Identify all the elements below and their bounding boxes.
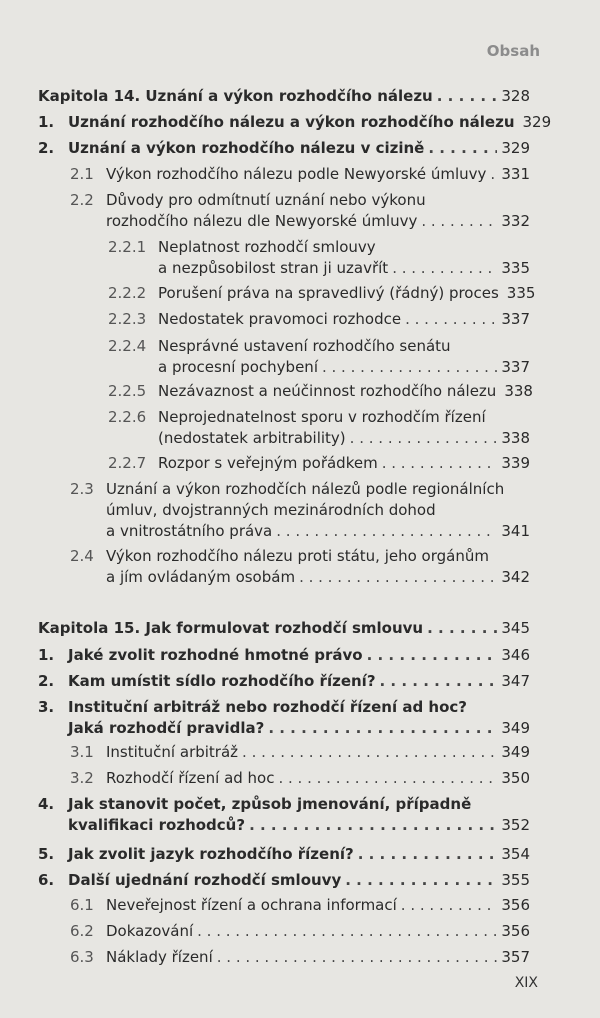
toc-entry-title-line: Instituční arbitráž [106, 743, 239, 761]
toc-entry-title-line: a jím ovládaným osobám [106, 568, 296, 586]
toc-entry-page: 350 [501, 769, 530, 787]
toc-entry-page: 355 [501, 871, 530, 889]
toc-entry-number: 2.2.5 [108, 382, 147, 400]
toc-entry-page: 342 [501, 568, 530, 586]
toc-entry-title-line: Kapitola 14. Uznání a výkon rozhodčího nálezu [38, 87, 433, 105]
dot-leader [437, 86, 498, 107]
toc-entry-title [68, 138, 530, 159]
toc-entry-title-line: Výkon rozhodčího nálezu podle Newyorské úmluvy [106, 165, 487, 183]
toc-entry-title [38, 86, 530, 107]
toc-entry-number: 2.4 [70, 547, 94, 565]
toc-entry-page: 331 [501, 165, 530, 183]
toc-entry-page: 349 [501, 743, 530, 761]
toc-entry-number: 2.3 [70, 480, 94, 498]
toc-entry-title [106, 895, 530, 916]
dot-leader [322, 357, 497, 378]
toc-entry-title-line: Porušení práva na spravedlivý (řádný) proces [158, 284, 499, 302]
dot-leader [367, 645, 498, 666]
toc-entry-number: 2. [38, 672, 55, 690]
toc-entry-number: 1. [38, 113, 55, 131]
toc-entry-title-line: rozhodčího nálezu dle Newyorské úmluvy [106, 212, 418, 230]
toc-entry-title [106, 546, 530, 588]
toc-entry-title [68, 671, 530, 692]
toc-entry-title-line: a procesní pochybení [158, 358, 318, 376]
toc-entry-title-line: Instituční arbitráž nebo rozhodčí řízení ad hoc? [68, 698, 467, 716]
toc-entry-page: 332 [501, 212, 530, 230]
toc-entry-title [158, 309, 530, 330]
toc-entry-title [106, 921, 530, 942]
toc-entry-page: 345 [501, 619, 530, 637]
dot-leader [242, 742, 497, 763]
toc-entry-title [68, 645, 530, 666]
dot-leader [382, 453, 498, 474]
toc-entry-title [158, 407, 530, 449]
toc-entry-page: 347 [501, 672, 530, 690]
toc-entry-title-line: a vnitrostátního práva [106, 522, 273, 540]
toc-entry-title-line: Uznání a výkon rozhodčího nálezu v cizině [68, 139, 425, 157]
toc-entry-title-line: Výkon rozhodčího nálezu proti státu, jeho orgánům [106, 547, 489, 565]
dot-leader [249, 815, 497, 836]
dot-leader [428, 138, 497, 159]
toc-entry-number: 2.1 [70, 165, 94, 183]
toc-entry-number: 3.2 [70, 769, 94, 787]
toc-entry-number: 6. [38, 871, 55, 889]
dot-leader [392, 258, 497, 279]
toc-entry-number: 6.1 [70, 896, 94, 914]
toc-entry-title [106, 190, 530, 232]
dot-leader [421, 211, 497, 232]
dot-leader [405, 309, 497, 330]
toc-entry-number: 4. [38, 795, 55, 813]
dot-leader [276, 521, 497, 542]
toc-entry-title-line: Jak stanovit počet, způsob jmenování, případně [68, 795, 472, 813]
toc-entry-title [68, 870, 530, 891]
toc-entry-page: 354 [501, 845, 530, 863]
toc-entry-page: 349 [501, 719, 530, 737]
toc-entry-title [106, 164, 530, 185]
toc-entry-number: 2.2.3 [108, 310, 147, 328]
toc-entry-title-line: Rozhodčí řízení ad hoc [106, 769, 275, 787]
toc-entry-number: 2.2.2 [108, 284, 147, 302]
toc-entry-title [106, 768, 530, 789]
toc-entry-page: 346 [501, 646, 530, 664]
toc-entry-title [158, 453, 530, 474]
toc-entry-title [158, 237, 530, 279]
toc-entry-title [68, 112, 552, 133]
toc-entry-title [68, 697, 530, 739]
dot-leader [268, 718, 497, 739]
toc-entry-title [106, 947, 530, 968]
dot-leader [358, 844, 498, 865]
dot-leader [427, 618, 497, 639]
toc-entry-title-line: Neplatnost rozhodčí smlouvy [158, 238, 376, 256]
toc-entry-title-line: a nezpůsobilost stran ji uzavřít [158, 259, 389, 277]
toc-entry-page: 329 [522, 113, 552, 131]
toc-entry-page: 338 [504, 382, 533, 400]
running-header: Obsah [486, 42, 540, 60]
toc-entry-title-line: Neprojednatelnost sporu v rozhodčím řízení [158, 408, 486, 426]
toc-entry-number: 3. [38, 698, 55, 716]
toc-entry-title [106, 479, 530, 542]
toc-entry-title-line: kvalifikaci rozhodců? [68, 816, 246, 834]
toc-entry-title [68, 794, 530, 836]
toc-entry-page: 335 [506, 284, 536, 302]
dot-leader [278, 768, 497, 789]
toc-entry-title-line: (nedostatek arbitrability) [158, 429, 346, 447]
toc-entry-number: 2.2.4 [108, 337, 147, 355]
toc-entry-page: 337 [501, 310, 530, 328]
dot-leader [490, 164, 497, 185]
toc-entry-title-line: Neveřejnost řízení a ochrana informací [106, 896, 397, 914]
dot-leader [380, 671, 498, 692]
toc-entry-title-line: Náklady řízení [106, 948, 213, 966]
toc-entry-number: 2.2.7 [108, 454, 147, 472]
toc-entry-page: 339 [501, 454, 530, 472]
toc-entry-page: 357 [501, 948, 530, 966]
toc-entry-title-line: Další ujednání rozhodčí smlouvy [68, 871, 342, 889]
toc-entry-page: 335 [501, 259, 530, 277]
toc-entry-title-line: Nedostatek pravomoci rozhodce [158, 310, 402, 328]
toc-entry-title [68, 844, 530, 865]
toc-entry-title-line: Kapitola 15. Jak formulovat rozhodčí smlouvu [38, 619, 424, 637]
toc-entry-page: 341 [501, 522, 530, 540]
toc-entry-title [158, 381, 533, 402]
toc-entry-page: 337 [501, 358, 530, 376]
toc-entry-title-line: Jaké zvolit rozhodné hmotné právo [68, 646, 363, 664]
toc-entry-title [158, 283, 536, 304]
toc-entry-page: 338 [501, 429, 530, 447]
dot-leader [197, 921, 497, 942]
toc-entry-number: 6.3 [70, 948, 94, 966]
toc-entry-number: 3.1 [70, 743, 94, 761]
toc-entry-title-line: Jaká rozhodčí pravidla? [68, 719, 265, 737]
toc-entry-title-line: Kam umístit sídlo rozhodčího řízení? [68, 672, 376, 690]
toc-entry-number: 6.2 [70, 922, 94, 940]
toc-entry-title [38, 618, 530, 639]
toc-entry-title-line: Uznání rozhodčího nálezu a výkon rozhodčího nálezu [68, 113, 515, 131]
toc-entry-number: 2. [38, 139, 55, 157]
toc-entry-title-line: Nesprávné ustavení rozhodčího senátu [158, 337, 451, 355]
toc-entry-title-line: Uznání a výkon rozhodčích nálezů podle regionálních [106, 480, 505, 498]
dot-leader [345, 870, 497, 891]
toc-entry-title-line: Rozpor s veřejným pořádkem [158, 454, 378, 472]
toc-entry-title [158, 336, 530, 378]
toc-entry-title-line: Nezávaznost a neúčinnost rozhodčího nálezu [158, 382, 497, 400]
dot-leader [350, 428, 498, 449]
dot-leader [217, 947, 498, 968]
toc-entry-title-line: úmluv, dvojstranných mezinárodních dohod [106, 501, 436, 519]
toc-entry-title-line: Dokazování [106, 922, 194, 940]
toc-entry-title-line: Důvody pro odmítnutí uznání nebo výkonu [106, 191, 426, 209]
toc-entry-number: 2.2.1 [108, 238, 147, 256]
page-number: XIX [514, 975, 538, 991]
toc-entry-page: 329 [501, 139, 530, 157]
toc-entry-number: 2.2 [70, 191, 94, 209]
toc-entry-number: 5. [38, 845, 55, 863]
toc-entry-page: 352 [501, 816, 530, 834]
toc-entry-number: 2.2.6 [108, 408, 147, 426]
dot-leader [401, 895, 498, 916]
toc-entry-page: 356 [501, 922, 530, 940]
toc-entry-page: 356 [501, 896, 530, 914]
dot-leader [299, 567, 497, 588]
toc-entry-title-line: Jak zvolit jazyk rozhodčího řízení? [68, 845, 354, 863]
toc-entry-number: 1. [38, 646, 55, 664]
toc-entry-page: 328 [501, 87, 530, 105]
toc-entry-title [106, 742, 530, 763]
